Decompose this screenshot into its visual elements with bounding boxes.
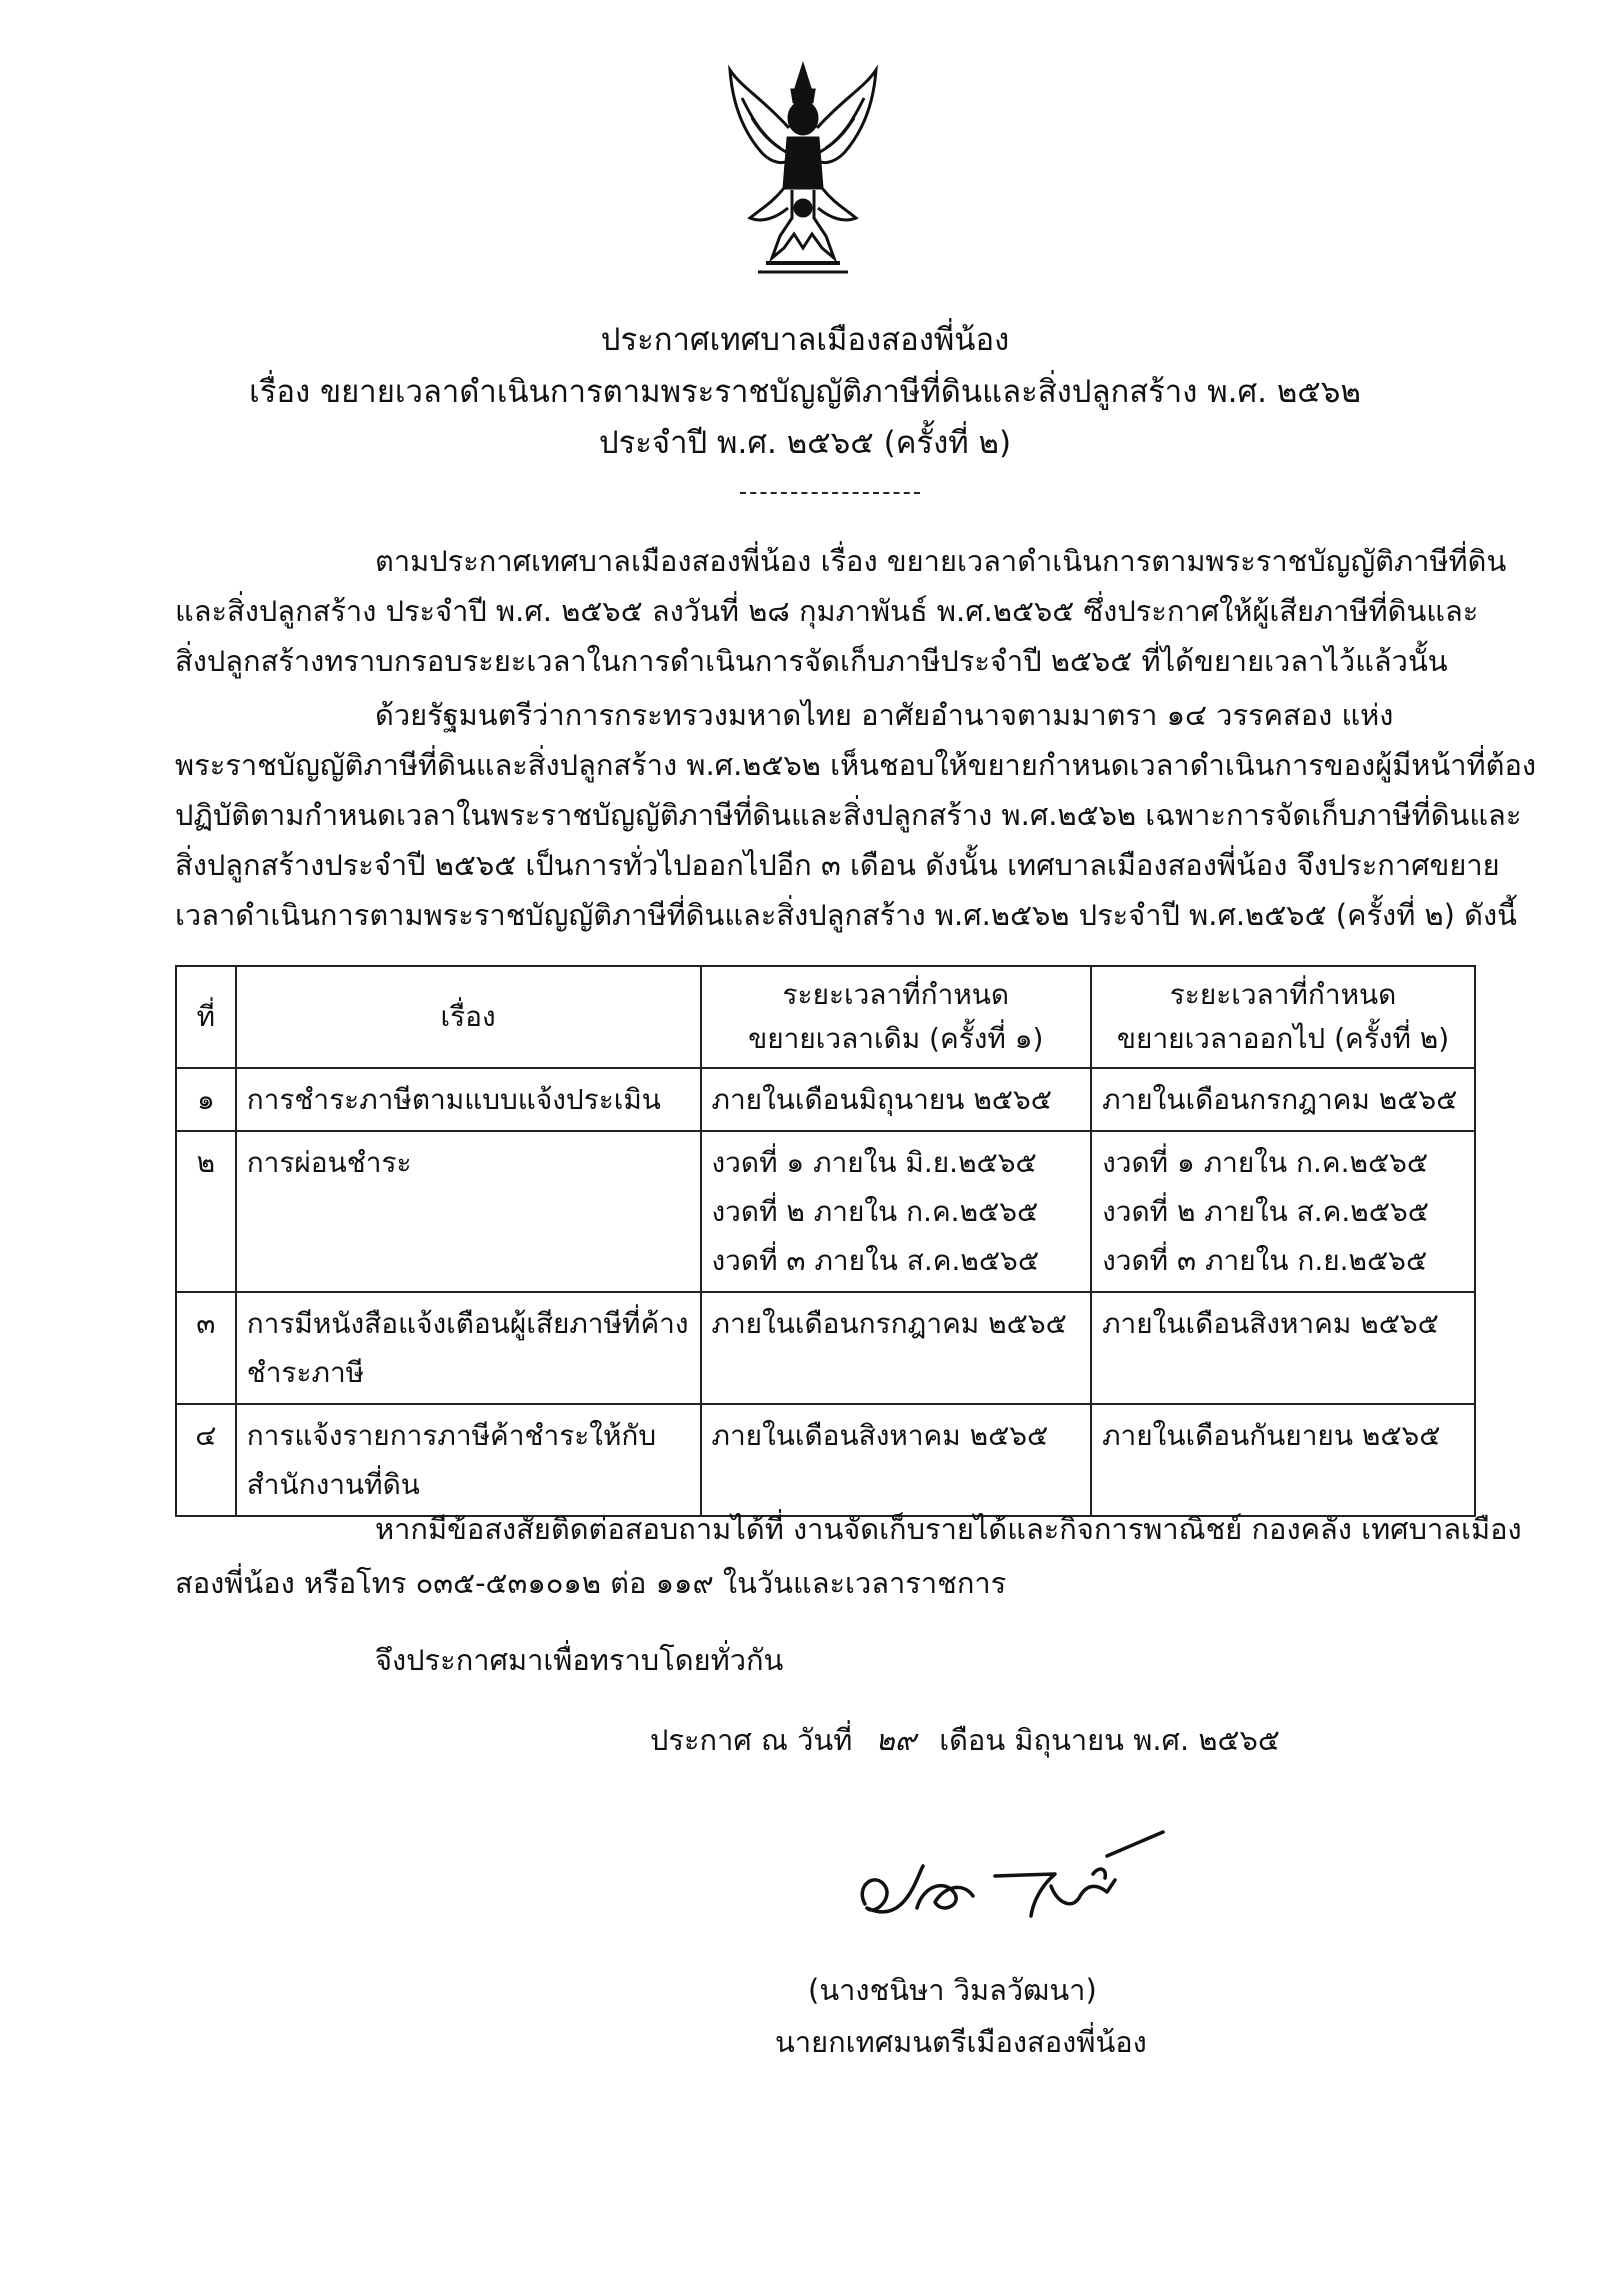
cell-text: การมีหนังสือแจ้งเตือนผู้เสียภาษีที่ค้าง [246, 1307, 689, 1340]
table-header-row [176, 966, 1475, 1068]
paragraph-line: ตามประกาศเทศบาลเมืองสองพี่น้อง เรื่อง ขยายเวลาดำเนินการตามพระราชบัญญัติภาษีที่ดิน [375, 544, 1507, 578]
row-topic [236, 1131, 701, 1292]
cell-text: ชำระภาษี [246, 1356, 365, 1389]
handwritten-signature-icon [845, 1816, 1175, 1946]
paragraph-authority [175, 690, 1537, 940]
cell-text: ภายในเดือนกรกฎาคม ๒๕๖๕ [1102, 1083, 1458, 1116]
cell-text: งวดที่ ๒ ภายใน ส.ค.๒๕๖๕ [1102, 1195, 1429, 1228]
row-extended-period [1091, 1131, 1475, 1292]
date-day: ๒๙ [875, 1723, 916, 1757]
paragraph-contact [175, 1502, 1522, 1610]
header-extended-period [1091, 966, 1475, 1068]
signer-title: นายกเทศมนตรีเมืองสองพี่น้อง [775, 2025, 1147, 2059]
row-original-period [701, 1404, 1092, 1516]
paragraph-line: หากมีข้อสงสัยติดต่อสอบถามได้ที่ งานจัดเก็บรายได้และกิจการพาณิชย์ กองคลัง เทศบาลเมือง [375, 1512, 1522, 1546]
cell-text: การชำระภาษีตามแบบแจ้งประเมิน [246, 1083, 661, 1116]
schedule-table [175, 965, 1476, 1517]
header-no: ที่ [176, 966, 236, 1068]
announcement-subject: เรื่อง ขยายเวลาดำเนินการตามพระราชบัญญัติภาษีที่ดินและสิ่งปลูกสร้าง พ.ศ. ๒๕๖๒ [249, 374, 1361, 410]
cell-text: ภายในเดือนกันยายน ๒๕๖๕ [1102, 1419, 1441, 1452]
row-extended-period [1091, 1404, 1475, 1516]
table-row [176, 1404, 1475, 1516]
announce-closing: จึงประกาศมาเพื่อทราบโดยทั่วกัน [375, 1643, 784, 1677]
cell-text: สำนักงานที่ดิน [246, 1468, 420, 1501]
row-number: ๓ [176, 1292, 236, 1404]
row-extended-period [1091, 1292, 1475, 1404]
paragraph-line: ปฏิบัติตามกำหนดเวลาในพระราชบัญญัติภาษีที่ดินและสิ่งปลูกสร้าง พ.ศ.๒๕๖๒ เฉพาะการจัดเก็บภาษีที่ดินและ [175, 798, 1522, 832]
header-original-period [701, 966, 1092, 1068]
row-number: ๑ [176, 1068, 236, 1131]
cell-text: ภายในเดือนกรกฎาคม ๒๕๖๕ [711, 1307, 1067, 1340]
header-text: ขยายเวลาเดิม (ครั้งที่ ๑) [748, 1022, 1044, 1055]
heading-divider [740, 492, 920, 494]
cell-text: ภายในเดือนสิงหาคม ๒๕๖๕ [1102, 1307, 1439, 1340]
date-prefix: ประกาศ ณ วันที่ [650, 1723, 853, 1757]
paragraph-line: และสิ่งปลูกสร้าง ประจำปี พ.ศ. ๒๕๖๕ ลงวันที่ ๒๘ กุมภาพันธ์ พ.ศ.๒๕๖๕ ซึ่งประกาศให้ผู้เสียภาษีที่ดินและ [175, 594, 1479, 628]
row-topic [236, 1068, 701, 1131]
header-text: ขยายเวลาออกไป (ครั้งที่ ๒) [1116, 1022, 1450, 1055]
announcement-year: ประจำปี พ.ศ. ๒๕๖๕ (ครั้งที่ ๒) [598, 425, 1012, 461]
cell-text: งวดที่ ๒ ภายใน ก.ค.๒๕๖๕ [711, 1195, 1039, 1228]
announcement-issuer: ประกาศเทศบาลเมืองสองพี่น้อง [600, 322, 1010, 358]
row-topic [236, 1292, 701, 1404]
cell-text: งวดที่ ๑ ภายใน มิ.ย.๒๕๖๕ [711, 1146, 1037, 1179]
garuda-emblem-icon [722, 58, 884, 280]
cell-text: การผ่อนชำระ [246, 1146, 412, 1179]
paragraph-line: ด้วยรัฐมนตรีว่าการกระทรวงมหาดไทย อาศัยอำนาจตามมาตรา ๑๔ วรรคสอง แห่ง [375, 698, 1394, 732]
cell-text: การแจ้งรายการภาษีค้าชำระให้กับ [246, 1419, 657, 1452]
row-extended-period [1091, 1068, 1475, 1131]
paragraph-background [175, 536, 1507, 686]
table-row [176, 1292, 1475, 1404]
paragraph-line: สองพี่น้อง หรือโทร ๐๓๕-๕๓๑๐๑๒ ต่อ ๑๑๙ ในวันและเวลาราชการ [175, 1566, 1007, 1600]
header-text: ระยะเวลาที่กำหนด [782, 978, 1010, 1011]
row-topic [236, 1404, 701, 1516]
row-number: ๒ [176, 1131, 236, 1292]
cell-text: ภายในเดือนสิงหาคม ๒๕๖๕ [711, 1419, 1049, 1452]
cell-text: งวดที่ ๓ ภายใน ก.ย.๒๕๖๕ [1102, 1244, 1428, 1277]
signer-name: (นางชนิษา วิมลวัฒนา) [808, 1973, 1097, 2007]
paragraph-line: สิ่งปลูกสร้างประจำปี ๒๕๖๕ เป็นการทั่วไปออกไปอีก ๓ เดือน ดังนั้น เทศบาลเมืองสองพี่น้อง จึงประกาศขยาย [175, 848, 1500, 882]
row-original-period [701, 1068, 1092, 1131]
row-number: ๔ [176, 1404, 236, 1516]
table-row [176, 1068, 1475, 1131]
paragraph-line: พระราชบัญญัติภาษีที่ดินและสิ่งปลูกสร้าง พ.ศ.๒๕๖๒ เห็นชอบให้ขยายกำหนดเวลาดำเนินการของผู้มีหน้าที่ต้อง [175, 748, 1537, 782]
header-text: ระยะเวลาที่กำหนด [1169, 978, 1397, 1011]
row-original-period [701, 1131, 1092, 1292]
table-row [176, 1131, 1475, 1292]
row-original-period [701, 1292, 1092, 1404]
announcement-date [650, 1718, 1280, 1762]
cell-text: ภายในเดือนมิถุนายน ๒๕๖๕ [711, 1083, 1052, 1116]
header-topic: เรื่อง [236, 966, 701, 1068]
paragraph-line: เวลาดำเนินการตามพระราชบัญญัติภาษีที่ดินและสิ่งปลูกสร้าง พ.ศ.๒๕๖๒ ประจำปี พ.ศ.๒๕๖๕ (ครั้งที่ ๒) ดังนี้ [175, 898, 1518, 932]
cell-text: งวดที่ ๑ ภายใน ก.ค.๒๕๖๕ [1102, 1146, 1429, 1179]
date-suffix: เดือน มิถุนายน พ.ศ. ๒๕๖๕ [939, 1723, 1280, 1757]
cell-text: งวดที่ ๓ ภายใน ส.ค.๒๕๖๕ [711, 1244, 1040, 1277]
paragraph-line: สิ่งปลูกสร้างทราบกรอบระยะเวลาในการดำเนินการจัดเก็บภาษีประจำปี ๒๕๖๕ ที่ได้ขยายเวลาไว้แล้วนั้น [175, 644, 1448, 678]
